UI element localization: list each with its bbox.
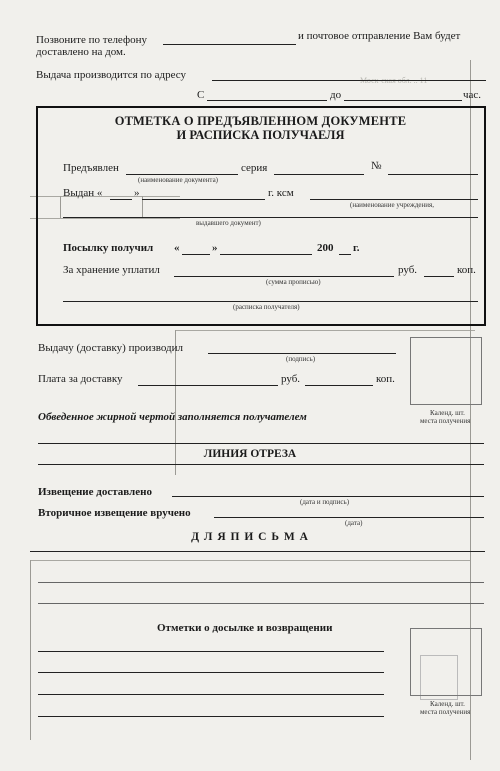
receipt-caption: (расписка получателя) [233,303,300,311]
issuer-caption: выдавшего документ) [196,219,261,227]
phone-prefix: Позвоните по телефону [36,34,147,46]
stamp1-line2: места получения [420,417,471,425]
notice-secondary-line[interactable] [214,517,484,518]
parcel-month-line[interactable] [220,254,312,255]
year-label: г. ксм [268,187,294,199]
series-field-line[interactable] [274,174,364,175]
amount-caption: (сумма прописью) [266,278,321,286]
from-field-line[interactable] [207,100,327,101]
hours-label: час. [463,89,482,101]
calendar-stamp-area-1 [410,337,482,405]
stamp1-line1: Календ. шт. [430,409,465,417]
payment-rub-line[interactable] [138,385,278,386]
stamp2-line2: места получения [420,708,471,716]
storage-kop-label: коп. [457,264,476,276]
to-field-line[interactable] [344,100,462,101]
ghost-line [30,560,31,740]
issued-quote-close: » [134,187,140,199]
issued-label: Выдан « [63,187,103,199]
parcel-quote-open: « [174,242,180,254]
payment-kop-line[interactable] [305,385,373,386]
issued-month-line[interactable] [142,199,265,200]
series-label: серия [241,162,268,174]
grid-line [38,603,484,604]
phone-suffix: и почтовое отправление Вам будет [298,30,461,42]
payment-rub-label: руб. [281,373,301,385]
forwarding-line-2[interactable] [38,672,384,673]
signature-caption: (подпись) [286,355,316,363]
date-caption: (дата) [345,519,363,527]
doc-name-field-line[interactable] [126,174,238,175]
receipt-signature-line[interactable] [63,301,478,302]
number-label: № [371,160,382,172]
date-signature-caption: (дата и подпись) [300,498,350,506]
parcel-label: Посылку получил [63,242,154,254]
phone-field-line[interactable] [163,44,296,45]
forwarding-line-4[interactable] [38,716,384,717]
storage-amount-line[interactable] [174,276,394,277]
ghost-line [30,560,470,561]
forwarding-line-3[interactable] [38,694,384,695]
forwarding-title: Отметки о досылке и возвращении [157,622,333,634]
address-label: Выдача производится по адресу [36,69,186,81]
notice-delivered-line[interactable] [172,496,484,497]
ghost-line [175,330,475,331]
issuer-field-line-2[interactable] [63,217,478,218]
separator-line [38,443,484,444]
phone-line2: доставлено на дом. [36,46,126,58]
storage-label: За хранение уплатил [63,264,160,276]
separator-line [38,464,484,465]
notice-delivered-label: Извещение доставлено [38,486,152,498]
to-label: до [330,89,342,101]
address-field-line[interactable] [212,80,486,81]
calendar-stamp-area-2 [410,628,482,696]
notice-secondary-label: Вторичное извещение вручено [38,507,191,519]
storage-rub-label: руб. [398,264,418,276]
parcel-quote-close: » [212,242,218,254]
storage-kop-line[interactable] [424,276,454,277]
parcel-year: 200 [317,242,334,254]
institution-caption: (наименование учреждения, [350,201,434,209]
parcel-day-line[interactable] [182,254,210,255]
number-field-line[interactable] [388,174,478,175]
stamp2-line1: Календ. шт. [430,700,465,708]
document-box-title-2: И РАСПИСКА ПОЛУЧАЕЛЯ [176,128,345,142]
issuer-field-line[interactable] [310,199,478,200]
payment-kop-label: коп. [376,373,395,385]
for-letter-heading: Д Л Я П И С Ь М А [191,531,309,543]
cut-line-label: ЛИНИЯ ОТРЕЗА [203,448,297,460]
doc-name-caption: (наименование документа) [138,176,219,184]
grid-line [38,582,484,583]
issued-day-line[interactable] [110,199,132,200]
issued-by-label: Выдачу (доставку) производил [38,342,183,354]
presented-label: Предъявлен [63,162,119,174]
document-box-title-1: ОТМЕТКА О ПРЕДЪЯВЛЕННОМ ДОКУМЕНТЕ [114,114,407,128]
recipient-note: Обведенное жирной чертой заполняется получателем [38,411,307,423]
issued-by-line[interactable] [208,353,396,354]
parcel-year-suffix: г. [353,242,360,254]
parcel-year-line[interactable] [339,254,351,255]
document-receipt-box [36,106,486,326]
payment-label: Плата за доставку [38,373,123,385]
ghost-text: Моск-ская обл. .. 11 [360,76,428,85]
forwarding-line-1[interactable] [38,651,384,652]
from-label: С [197,89,205,101]
separator-line [30,551,485,552]
